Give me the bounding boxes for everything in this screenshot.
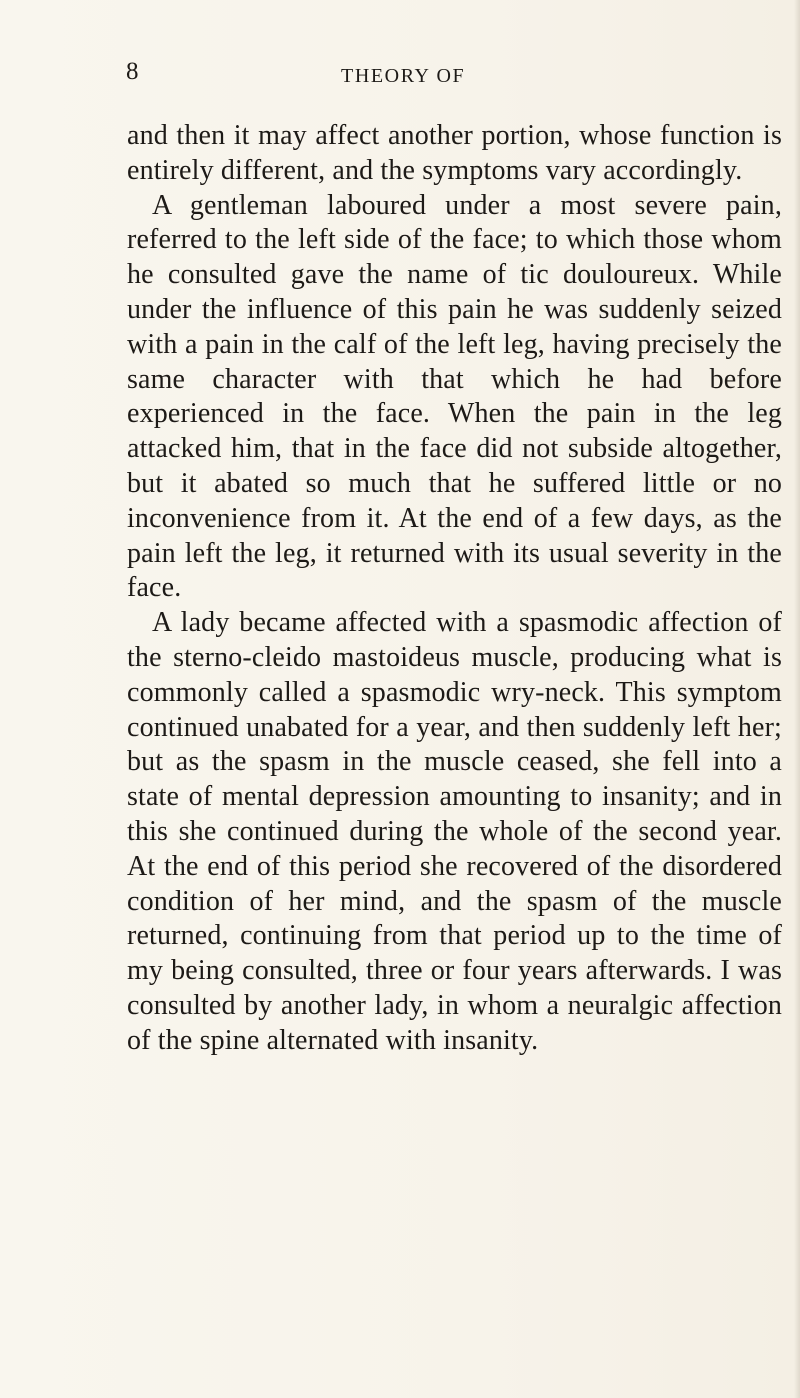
page-edge-shadow: [794, 0, 800, 1398]
paragraph-continuation: and then it may affect another portion, whose function is entirely different, and the symptoms vary accordingly.: [127, 120, 782, 186]
running-header: [0, 57, 800, 97]
paragraph-lady-case: A lady became affected with a spasmodic affection of the sterno-cleido mastoideus muscle, producing what is commonly called a spasmodic wry-neck. This symptom continued unabated for a year, and then suddenly left her; but as the spasm in the muscle ceased, she fell into a state of mental depression amounting to insanity; and in this she continued during the whole of the second year. At the end of this period she recovered of the disordered condition of her mind, and the spasm of the muscle returned, continuing from that period up to the time of my being consulted, three or four years afterwards. I was consulted by another lady, in whom a neuralgic affection of the spine alternated with insanity.: [127, 607, 782, 1056]
page-number: 8: [126, 58, 139, 85]
running-title: THEORY OF: [341, 65, 466, 87]
body-text: [127, 119, 782, 1059]
paragraph-gentleman-case: A gentleman laboured under a most severe pain, referred to the left side of the face; to which those whom he consulted gave the name of tic douloureux. While under the influence of this pain he was suddenly seized with a pain in the calf of the left leg, having precisely the same character with that which he had before experienced in the face. When the pain in the leg attacked him, that in the face did not subside altogether, but it abated so much that he suffered little or no inconvenience from it. At the end of a few days, as the pain left the leg, it returned with its usual severity in the face.: [127, 189, 782, 604]
